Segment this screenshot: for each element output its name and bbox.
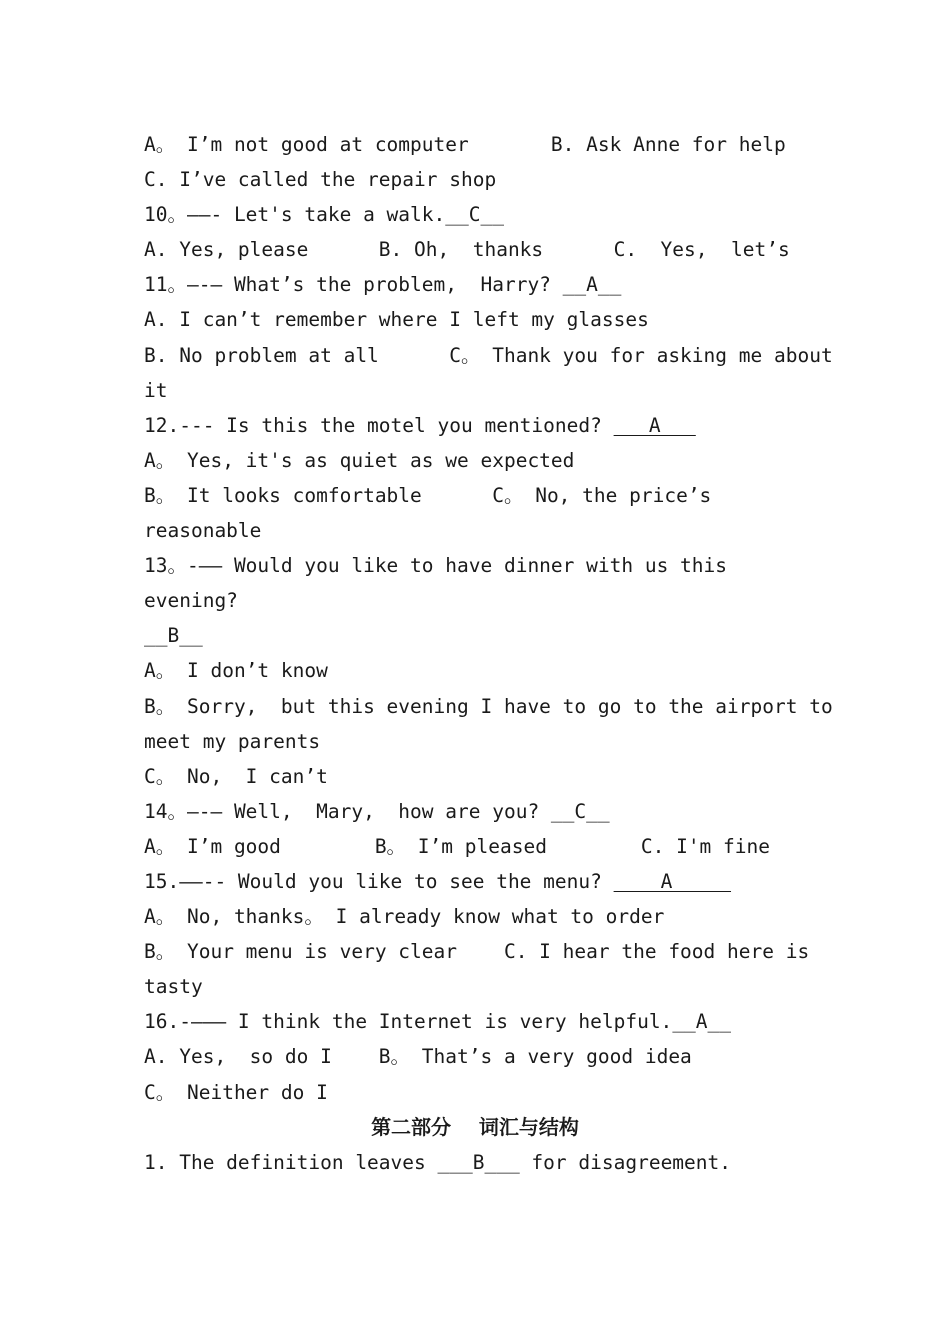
answer-blank: __C__ bbox=[445, 203, 504, 227]
question-11: 11。—-— What’s the problem, Harry? __A__ bbox=[144, 273, 622, 297]
question-12: 12.--- Is this the motel you mentioned? A bbox=[144, 413, 696, 437]
options-line: A。 I don’t know bbox=[144, 659, 328, 683]
answer-blank: A bbox=[613, 869, 732, 893]
document-body bbox=[144, 127, 833, 1180]
options-line: B。 It looks comfortable C。 No, the price’s bbox=[144, 483, 712, 507]
text-line: C. I’ve called the repair shop bbox=[144, 168, 497, 192]
options-line: A. Yes, so do I B。 That’s a very good idea bbox=[144, 1045, 692, 1069]
options-line: A. Yes, please B. Oh, thanks C. Yes, let’s bbox=[144, 238, 790, 262]
question-15: 15.——-- Would you like to see the menu? A bbox=[144, 869, 732, 893]
answer-blank: __A__ bbox=[562, 273, 622, 297]
answer-blank: __A__ bbox=[672, 1010, 732, 1034]
question-14: 14。—-— Well, Mary, how are you? __C__ bbox=[144, 799, 610, 823]
question-16: 16.-——— I think the Internet is very helpful.__A__ bbox=[144, 1010, 732, 1034]
answer-blank: __B__ bbox=[144, 624, 203, 648]
options-line: B。 Sorry, but this evening I have to go to the airport to bbox=[144, 694, 833, 718]
question-10: 10。——- Let's take a walk.__C__ bbox=[144, 203, 504, 227]
text-line: evening? bbox=[144, 589, 238, 613]
answer-blank: A bbox=[613, 413, 696, 437]
text-line: A。 I’m not good at computer B. Ask Anne for help bbox=[144, 133, 786, 156]
options-line: C。 No, I can’t bbox=[144, 764, 328, 788]
section-heading: 第二部分 词汇与结构 bbox=[371, 1114, 579, 1139]
options-line: B. No problem at all C。 Thank you for asking me about bbox=[144, 343, 833, 367]
options-line: A。 Yes, it's as quiet as we expected bbox=[144, 448, 575, 472]
options-line: it bbox=[144, 378, 168, 402]
answer-blank: ___B___ bbox=[437, 1150, 520, 1174]
answer-blank: __C__ bbox=[550, 799, 610, 823]
options-line: reasonable bbox=[144, 519, 262, 543]
options-line: A. I can’t remember where I left my glasses bbox=[144, 308, 649, 332]
options-line: A。 No, thanks。 I already know what to order bbox=[144, 905, 665, 929]
options-line: tasty bbox=[144, 975, 203, 999]
question-1: 1. The definition leaves ___B___ for disagreement. bbox=[144, 1150, 732, 1174]
options-line: meet my parents bbox=[144, 729, 321, 753]
options-line: A。 I’m good B。 I’m pleased C. I'm fine bbox=[144, 834, 770, 858]
options-line: C。 Neither do I bbox=[144, 1080, 328, 1104]
options-line: B。 Your menu is very clear C. I hear the food here is bbox=[144, 940, 810, 964]
question-13: 13。-—— Would you like to have dinner with us this bbox=[144, 554, 728, 578]
